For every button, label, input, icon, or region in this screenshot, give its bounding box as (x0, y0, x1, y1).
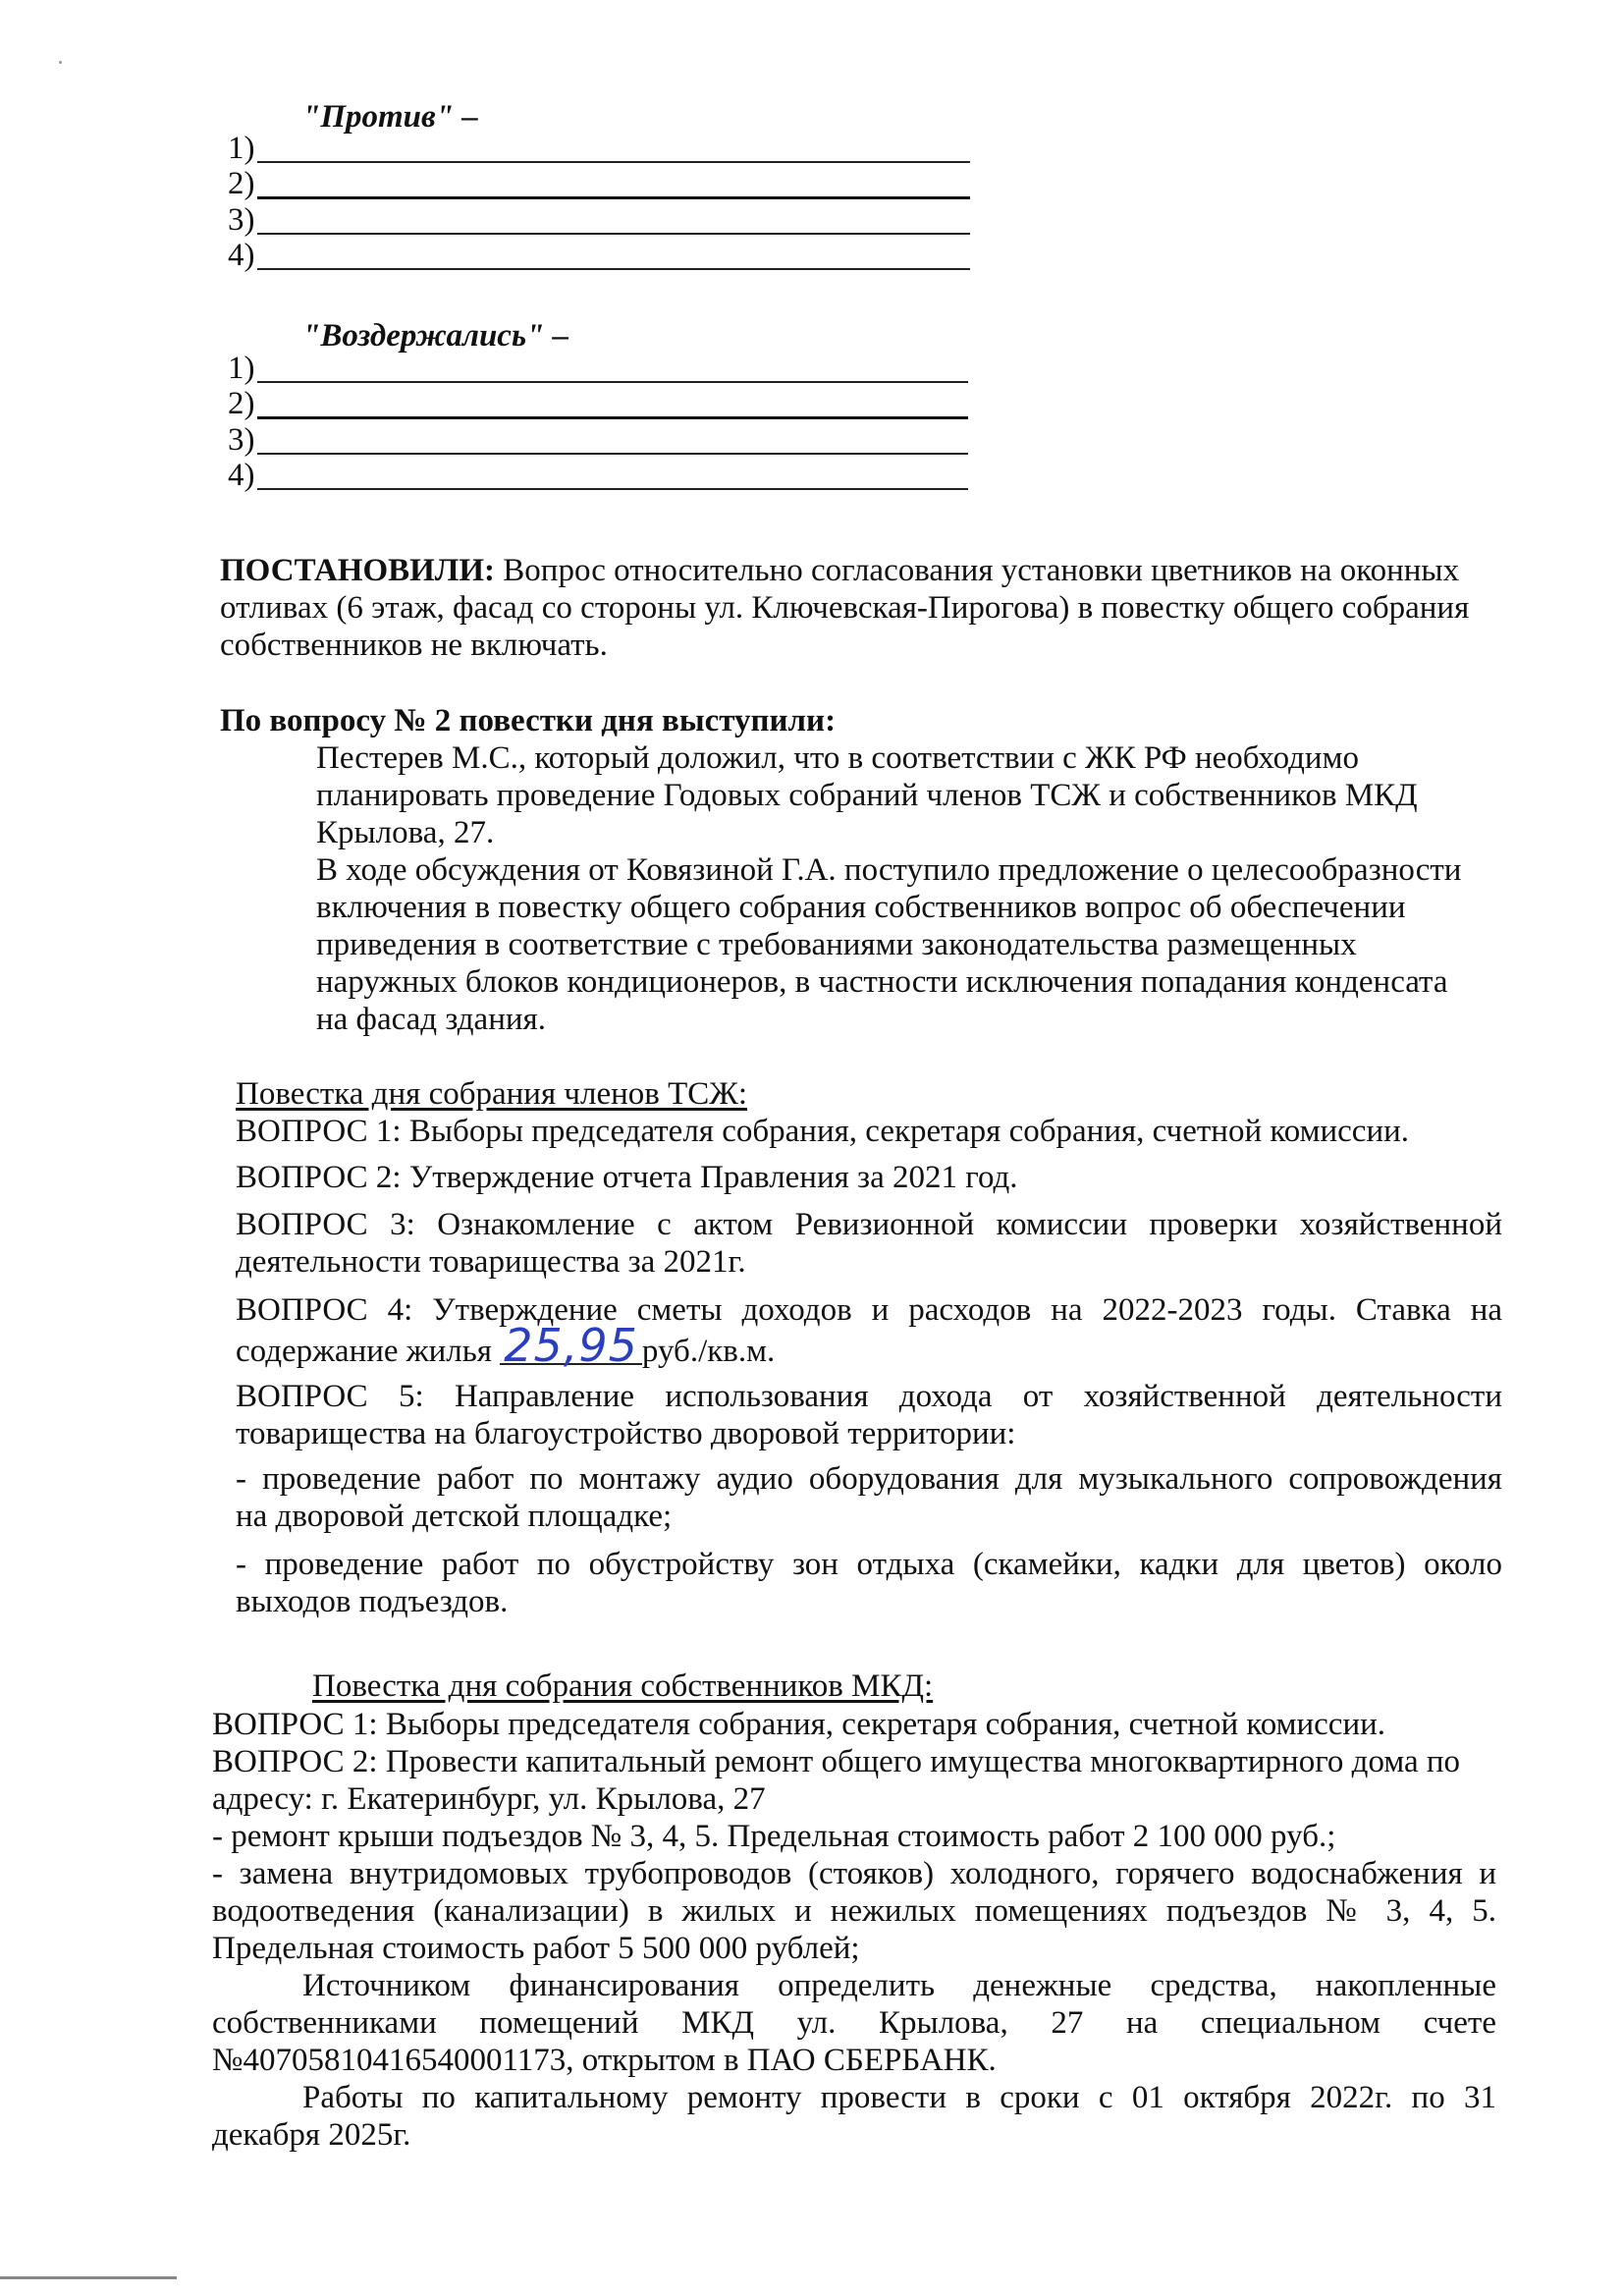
tsj-q5-c: - проведение работ по монтажу аудио оборудования для музыкального сопровождения (236, 1461, 1502, 1497)
mkd-agenda-heading: Повестка дня собрания собственников МКД: (312, 1668, 934, 1704)
against-item-1: 1) (228, 131, 255, 166)
tsj-q5-a: ВОПРОС 5: Направление использования дохода от хозяйственной деятельности (236, 1379, 1502, 1414)
resolved-line-2: отливах (6 этаж, фасад со стороны ул. Ключевская-Пирогова) в повестку общего собрания (220, 590, 1470, 626)
scan-edge-line (0, 2276, 177, 2279)
abstain-blank-3 (257, 453, 968, 455)
against-item-2: 2) (228, 166, 255, 201)
rate-handwritten: 25,95 (500, 1328, 642, 1365)
resolved-label: ПОСТАНОВИЛИ: (220, 553, 496, 588)
tsj-q4-b-post: руб./кв.м. (641, 1334, 776, 1369)
question2-line: на фасад здания. (316, 1002, 546, 1037)
against-blank-2 (257, 196, 970, 199)
resolved-line-1 (220, 552, 1459, 589)
mkd-term-b: декабря 2025г. (212, 2117, 411, 2153)
mkd-q2-c: - ремонт крыши подъездов № 3, 4, 5. Предельная стоимость работ 2 100 000 руб.; (212, 1819, 1336, 1854)
tsj-q5-d: на дворовой детской площадке; (236, 1499, 673, 1534)
against-item-4: 4) (228, 238, 255, 273)
mkd-q2-e: водоотведения (канализации) в жилых и нежилых помещениях подъездов № 3, 4, 5. (212, 1893, 1496, 1929)
question2-line: Крылова, 27. (316, 815, 495, 850)
question2-heading: По вопросу № 2 повестки дня выступили: (220, 703, 837, 738)
abstain-item-2: 2) (228, 386, 255, 421)
mkd-fin-a: Источником финансирования определить денежные средства, накопленные (302, 1968, 1496, 2003)
tsj-q4-b (236, 1319, 776, 1372)
against-blank-3 (257, 233, 970, 235)
mkd-q1: ВОПРОС 1: Выборы председателя собрания, секретаря собрания, счетной комиссии. (212, 1707, 1386, 1742)
abstain-item-4: 4) (228, 458, 255, 493)
question2-line: планировать проведение Годовых собраний членов ТСЖ и собственников МКД (316, 778, 1418, 813)
mkd-fin-c: №40705810416540001173, открытом в ПАО СБЕРБАНК. (212, 2043, 997, 2078)
mkd-term-a: Работы по капитальному ремонту провести в сроки с 01 октября 2022г. по 31 (302, 2080, 1496, 2115)
question2-line: В ходе обсуждения от Ковязиной Г.А. поступило предложение о целесообразности (316, 852, 1462, 888)
against-item-3: 3) (228, 202, 255, 238)
tsj-q3-a: ВОПРОС 3: Ознакомление с актом Ревизионной комиссии проверки хозяйственной (236, 1207, 1502, 1242)
mkd-q2-a: ВОПРОС 2: Провести капитальный ремонт общего имущества многоквартирного дома по (212, 1744, 1461, 1779)
mkd-q2-b: адресу: г. Екатеринбург, ул. Крылова, 27 (212, 1781, 766, 1817)
tsj-q1: ВОПРОС 1: Выборы председателя собрания, секретаря собрания, счетной комиссии. (236, 1114, 1410, 1149)
abstain-item-1: 1) (228, 351, 255, 386)
tsj-q3-b: деятельности товарищества за 2021г. (236, 1244, 746, 1280)
question2-line: включения в повестку общего собрания собственников вопрос об обеспечении (316, 890, 1406, 925)
tsj-q5-b: товарищества на благоустройство дворовой территории: (236, 1416, 1016, 1451)
mkd-fin-b: собственниками помещений МКД ул. Крылова, 27 на специальном счете (212, 2005, 1496, 2041)
abstain-blank-1 (257, 381, 968, 383)
resolved-line-3: собственников не включать. (220, 628, 608, 663)
abstain-title: "Воздержались" – (302, 318, 569, 354)
scan-speck (59, 61, 62, 64)
question2-line: приведения в соответствие с требованиями законодательства размещенных (316, 927, 1357, 962)
against-blank-1 (257, 161, 970, 163)
against-title: "Против" – (302, 99, 478, 135)
abstain-item-3: 3) (228, 422, 255, 458)
mkd-q2-f: Предельная стоимость работ 5 500 000 рублей; (212, 1931, 860, 1966)
tsj-q5-e: - проведение работ по обустройству зон отдыха (скамейки, кадки для цветов) около (236, 1547, 1502, 1582)
abstain-blank-2 (257, 416, 968, 419)
question2-line: Пестерев М.С., который доложил, что в соответствии с ЖК РФ необходимо (316, 740, 1359, 776)
tsj-q5-f: выходов подъездов. (236, 1584, 509, 1619)
mkd-q2-d: - замена внутридомовых трубопроводов (стояков) холодного, горячего водоснабжения и (212, 1856, 1496, 1891)
tsj-q4-b-pre: содержание жилья (236, 1334, 492, 1369)
abstain-blank-4 (257, 488, 968, 490)
tsj-q4-a: ВОПРОС 4: Утверждение сметы доходов и расходов на 2022-2023 годы. Ставка на (236, 1292, 1502, 1328)
question2-line: наружных блоков кондиционеров, в частности исключения попадания конденсата (316, 964, 1448, 1000)
tsj-agenda-heading: Повестка дня собрания членов ТСЖ: (236, 1076, 748, 1112)
resolved-text-1: Вопрос относительно согласования установки цветников на оконных (503, 553, 1460, 588)
against-blank-4 (257, 268, 970, 270)
tsj-q2: ВОПРОС 2: Утверждение отчета Правления за 2021 год. (236, 1160, 1018, 1195)
